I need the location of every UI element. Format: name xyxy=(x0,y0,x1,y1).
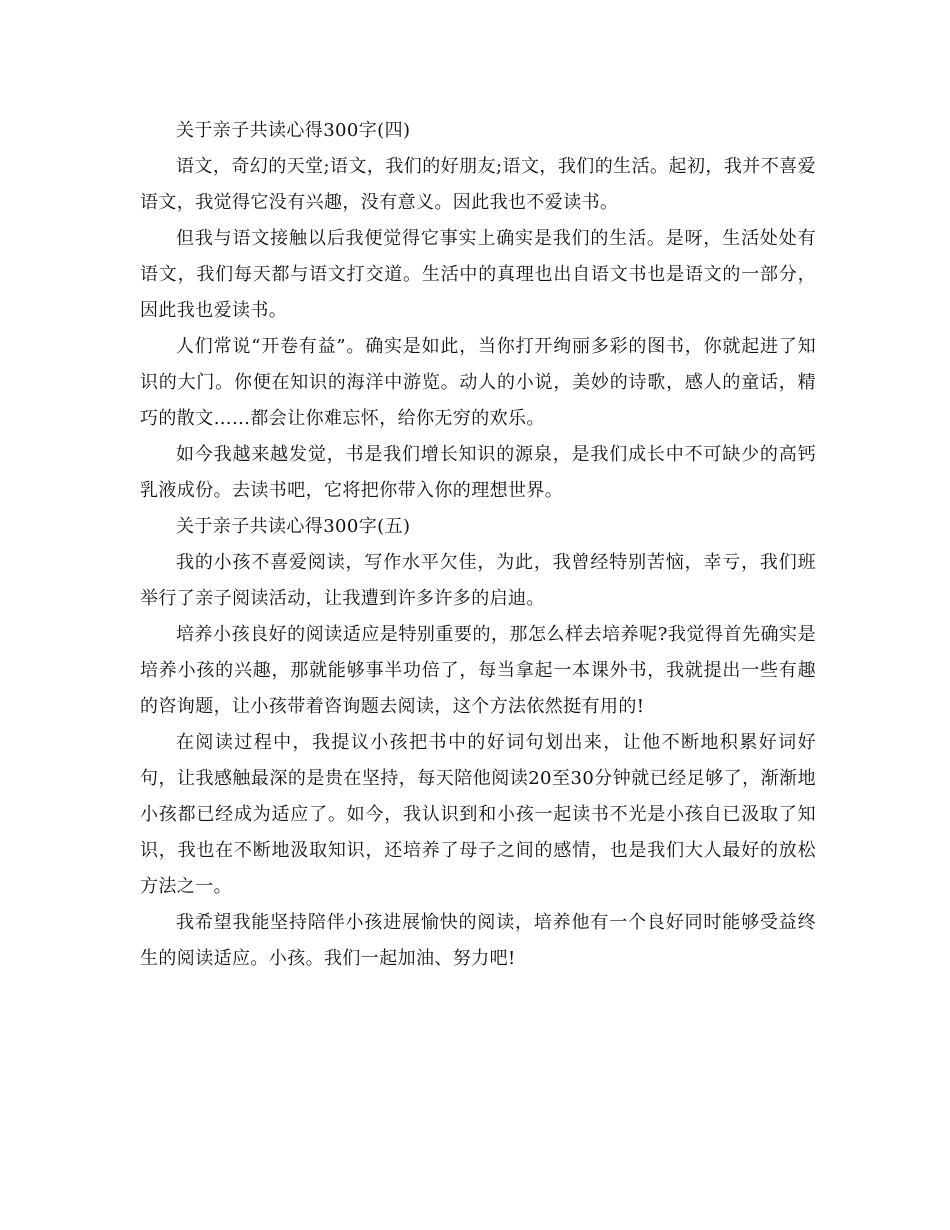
paragraph: 人们常说“开卷有益”。确实是如此，当你打开绚丽多彩的图书，你就起进了知识的大门。你便在知识的海洋中游览。动人的小说，美妙的诗歌，感人的童话，精巧的散文……都会让你难忘怀，给你无穷的欢乐。 xyxy=(140,336,816,429)
section-heading-5: 关于亲子共读心得300字(五) xyxy=(176,516,411,537)
document-body xyxy=(140,113,816,977)
paragraph: 但我与语文接触以后我便觉得它事实上确实是我们的生活。是呀，生活处处有语文，我们每天都与语文打交道。生活中的真理也出自语文书也是语文的一部分，因此我也爱读书。 xyxy=(140,228,816,321)
paragraph: 我希望我能坚持陪伴小孩进展愉快的阅读，培养他有一个良好同时能够受益终生的阅读适应。小孩。我们一起加油、努力吧! xyxy=(140,912,816,969)
paragraph: 培养小孩良好的阅读适应是特别重要的，那怎么样去培养呢?我觉得首先确实是培养小孩的兴趣，那就能够事半功倍了，每当拿起一本课外书，我就提出一些有趣的咨询题，让小孩带着咨询题去阅读，这个方法依然挺有用的! xyxy=(140,624,816,717)
paragraph: 如今我越来越发觉，书是我们增长知识的源泉，是我们成长中不可缺少的高钙乳液成份。去读书吧，它将把你带入你的理想世界。 xyxy=(140,444,816,501)
paragraph: 语文，奇幻的天堂;语文，我们的好朋友;语文，我们的生活。起初，我并不喜爱语文，我觉得它没有兴趣，没有意义。因此我也不爱读书。 xyxy=(140,156,816,213)
section-heading-4: 关于亲子共读心得300字(四) xyxy=(176,120,411,141)
paragraph: 在阅读过程中，我提议小孩把书中的好词句划出来，让他不断地积累好词好句，让我感触最深的是贵在坚持，每天陪他阅读20至30分钟就已经足够了，渐渐地小孩都已经成为适应了。如今，我认识到和小孩一起读书不光是小孩自已汲取了知识，我也在不断地汲取知识，还培养了母子之间的感情，也是我们大人最好的放松方法之一。 xyxy=(140,732,816,897)
paragraph: 我的小孩不喜爱阅读，写作水平欠佳，为此，我曾经特别苦恼，幸亏，我们班举行了亲子阅读活动，让我遭到许多许多的启迪。 xyxy=(140,552,816,609)
